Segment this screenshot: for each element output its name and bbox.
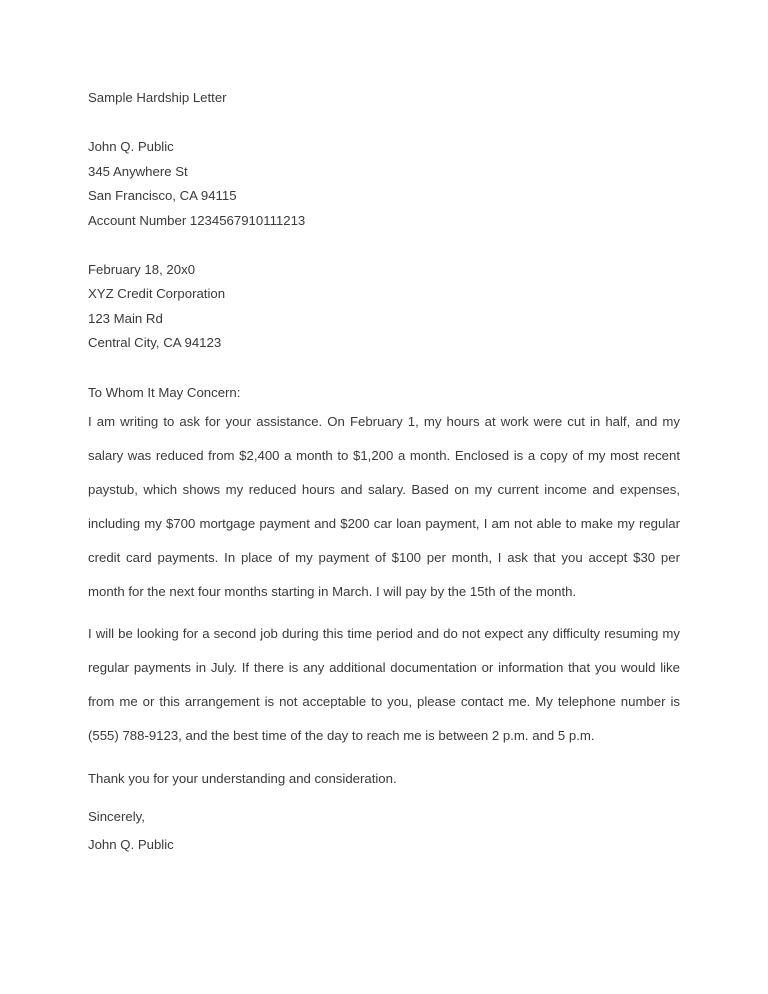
salutation: To Whom It May Concern: <box>88 384 241 400</box>
sender-city-state-zip: San Francisco, CA 94115 <box>88 188 237 204</box>
sender-name: John Q. Public <box>88 139 174 155</box>
sender-address-block <box>88 135 680 233</box>
recipient-city-state-zip: Central City, CA 94123 <box>88 335 222 351</box>
page-title: Sample Hardship Letter <box>88 90 227 105</box>
closing-thanks: Thank you for your understanding and consideration. <box>88 770 397 786</box>
spacer-before-signature <box>88 796 680 803</box>
signer-name: John Q. Public <box>88 837 174 853</box>
body-paragraph-1: I am writing to ask for your assistance. On February 1, my hours at work were cut in half, and my salary was reduced from $2,400 a month to $1,200 a month. Enclosed is a copy of my most recent paystub, which shows my reduced hours and salary. Based on my current income and expenses, including my $700 mortgage payment and $200 car loan payment, I am not able to make my regular credit card payments. In place of my payment of $100 per month, I ask that you accept $30 per month for the next four months starting in March. I will pay by the 15th of the month. <box>88 413 680 599</box>
spacer-after-paragraph-1 <box>88 609 680 617</box>
sender-account-number: Account Number 1234567910111213 <box>88 212 306 228</box>
valediction: Sincerely, <box>88 808 145 824</box>
spacer-before-salutation <box>88 356 680 380</box>
signature-block <box>88 803 680 860</box>
recipient-company: XYZ Credit Corporation <box>88 286 226 302</box>
spacer-after-paragraph-2 <box>88 753 680 762</box>
letter-body <box>88 86 680 860</box>
spacer-before-date <box>88 233 680 258</box>
letter-date: February 18, 20x0 <box>88 262 196 278</box>
body-paragraph-2: I will be looking for a second job during this time period and do not expect any difficulty resuming my regular payments in July. If there is any additional documentation or information that you would like from me or this arrangement is not acceptable to you, please contact me. My telephone number is (555) 788-9123, and the best time of the day to reach me is between 2 p.m. and 5 p.m. <box>88 625 680 743</box>
sender-street: 345 Anywhere St <box>88 163 188 179</box>
date-and-recipient-block <box>88 258 680 356</box>
spacer-after-title <box>88 110 680 135</box>
recipient-street: 123 Main Rd <box>88 310 163 326</box>
